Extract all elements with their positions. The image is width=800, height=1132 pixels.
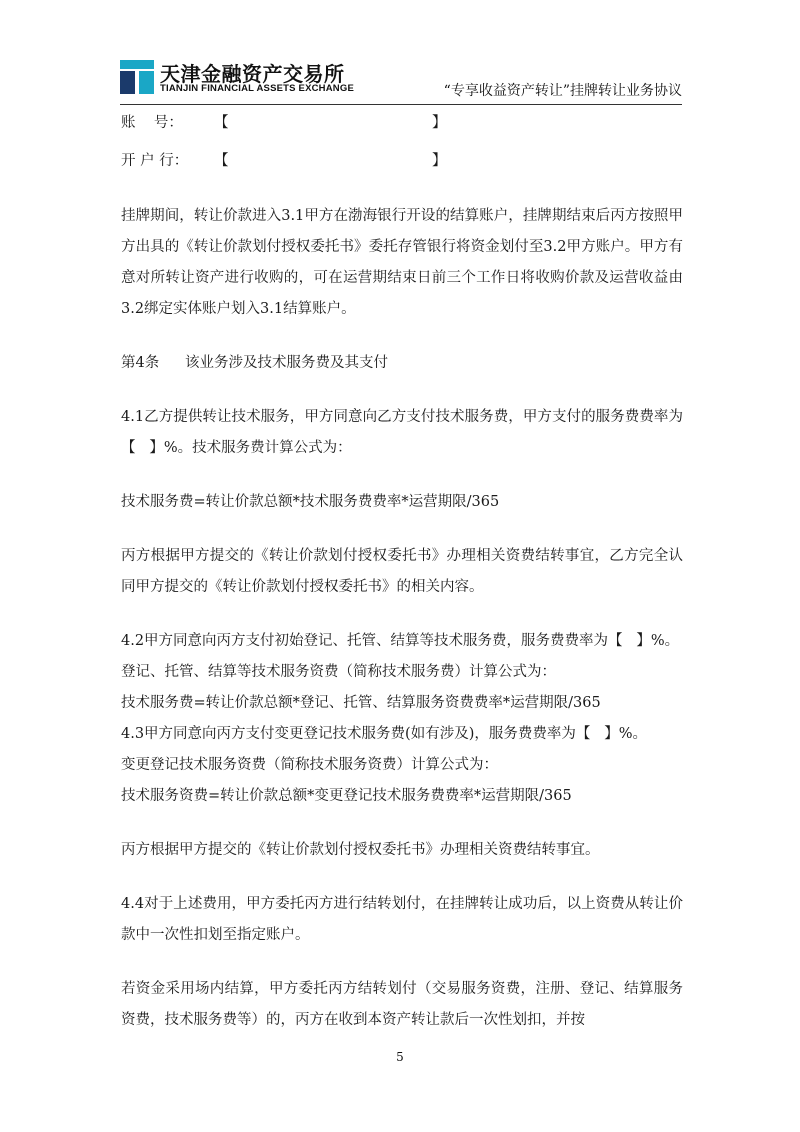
clause-4-4: 4.4对于上述费用，甲方委托丙方进行结转划付，在挂牌转让成功后，以上资费从转让价款中一次性扣划至指定账户。 <box>121 896 683 943</box>
clause-4-3-formula: 技术服务资费=转让价款总额*变更登记技术服务费费率*运营期限/365 <box>121 788 572 804</box>
settlement-paragraph: 挂牌期间，转让价款进入3.1甲方在渤海银行开设的结算账户，挂牌期结束后丙方按照甲方出具的《转让价款划付授权委托书》委托存管银行将资金划付至3.2甲方账户。甲方有意对所转让资产进行收购的，可在运营期结束日前三个工作日将收购价款及运营收益由3.2绑定实体账户划入3.1结算账户。 <box>121 208 683 317</box>
bank-branch-close-bracket: 】 <box>432 152 447 169</box>
article-4-title: 该业务涉及技术服务费及其支付 <box>185 355 388 371</box>
document-body <box>121 104 683 1036</box>
bank-branch-row <box>121 142 683 180</box>
party-c-paragraph-2: 丙方根据甲方提交的《转让价款划付授权委托书》办理相关资费结转事宜。 <box>121 842 600 858</box>
party-c-paragraph-1: 丙方根据甲方提交的《转让价款划付授权委托书》办理相关资费结转事宜，乙方完全认同甲方提交的《转让价款划付授权委托书》的相关内容。 <box>121 548 683 595</box>
clause-4-2-formula: 技术服务费=转让价款总额*登记、托管、结算服务资费费率*运营期限/365 <box>121 695 601 711</box>
page-header <box>120 58 682 104</box>
account-number-label: 账 号： <box>121 114 183 131</box>
account-number-row <box>121 104 683 142</box>
clause-4-1: 4.1乙方提供转让技术服务，甲方同意向乙方支付技术服务费，甲方支付的服务费费率为【 】%。技术服务费计算公式为： <box>121 409 683 456</box>
article-4-number: 第4条 <box>121 355 160 371</box>
onsite-settlement-paragraph: 若资金采用场内结算，甲方委托丙方结转划付（交易服务资费，注册、登记、结算服务资费，技术服务费等）的，丙方在收到本资产转让款后一次性划扣，并按 <box>121 981 683 1028</box>
clause-4-3-formula-intro: 变更登记技术服务资费（简称技术服务资费）计算公式为： <box>121 757 498 773</box>
bank-branch-label: 开 户 行： <box>121 152 189 169</box>
account-number-close-bracket: 】 <box>432 114 447 131</box>
bank-branch-open-bracket: 【 <box>214 152 229 169</box>
article-4-heading <box>121 348 683 379</box>
clause-4-2: 4.2甲方同意向丙方支付初始登记、托管、结算等技术服务费，服务费费率为【 】%。 <box>121 633 680 649</box>
exchange-logo-icon <box>120 60 154 94</box>
page-number: 5 <box>396 1050 404 1064</box>
formula-4-1: 技术服务费=转让价款总额*技术服务费费率*运营期限/365 <box>121 494 500 510</box>
document-title: “专享收益资产转让”挂牌转让业务协议 <box>443 83 682 99</box>
org-name-cn: 天津金融资产交易所 <box>160 62 345 86</box>
account-number-open-bracket: 【 <box>214 114 229 131</box>
org-name-en: TIANJIN FINANCIAL ASSETS EXCHANGE <box>160 83 354 94</box>
clause-4-2-formula-intro: 登记、托管、结算等技术服务资费（简称技术服务费）计算公式为： <box>121 664 556 680</box>
clause-4-3: 4.3甲方同意向丙方支付变更登记技术服务费(如有涉及)，服务费费率为【 】%。 <box>121 726 647 742</box>
